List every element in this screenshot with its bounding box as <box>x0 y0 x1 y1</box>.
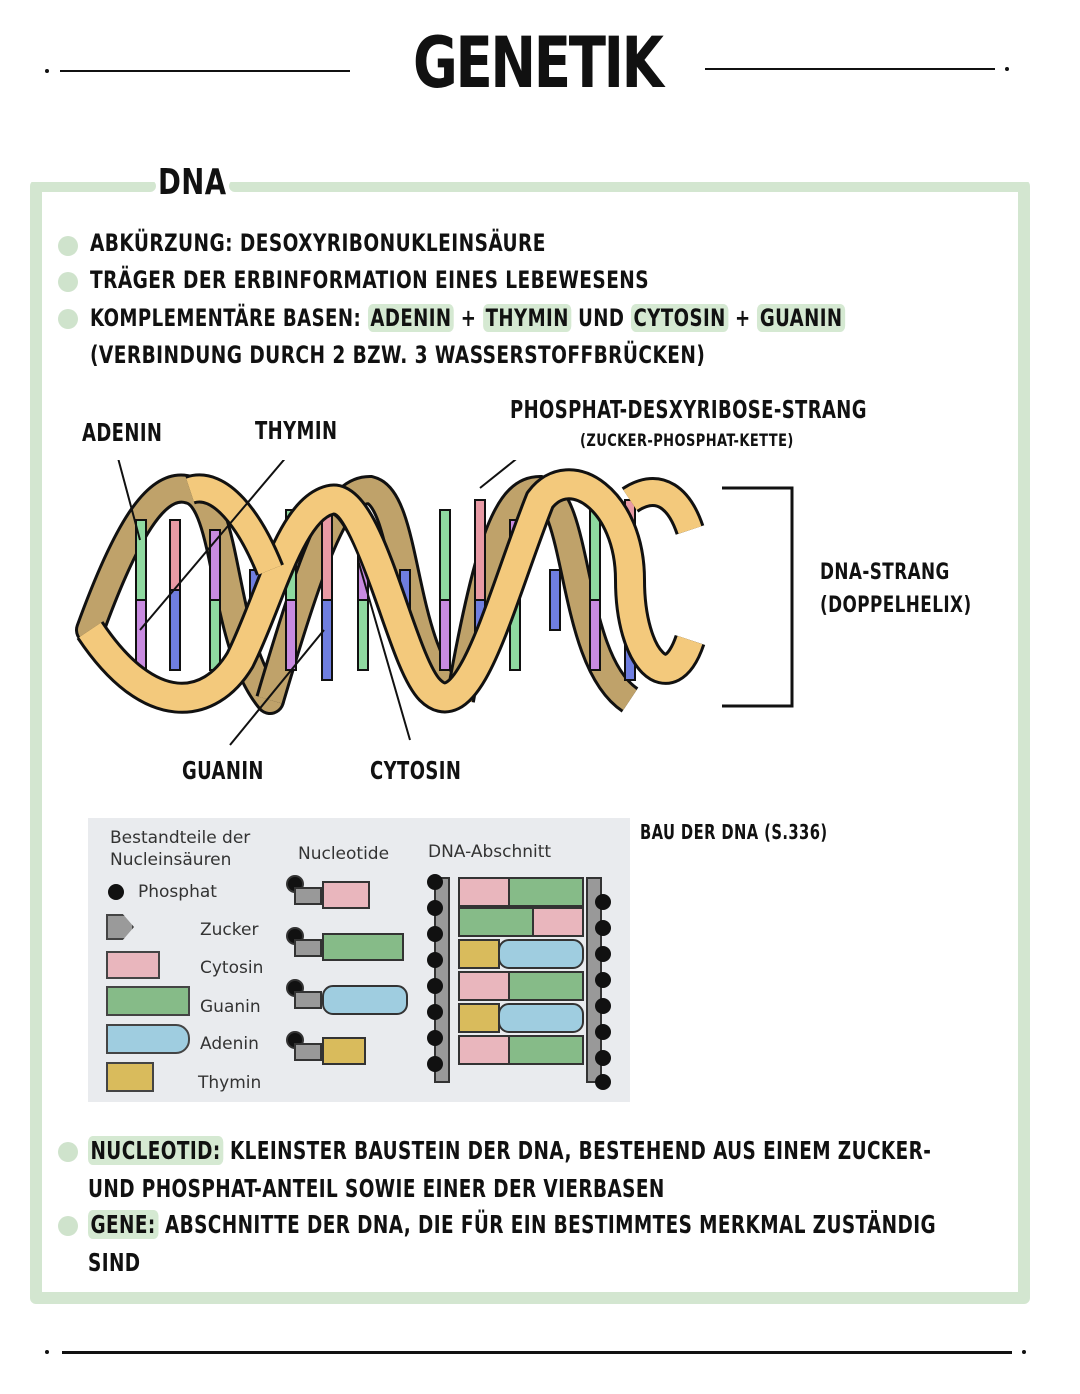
nucleotid-def-2: UND PHOSPHAT-ANTEIL SOWIE EINER DER VIERBASEN <box>88 1174 665 1203</box>
footer-rule <box>62 1351 1012 1354</box>
legend-cytosin: Cytosin <box>200 958 264 978</box>
page-title: GENETIK <box>413 22 662 104</box>
bullet-marker <box>58 1216 78 1236</box>
figure-col2-title: Nucleotide <box>298 844 390 864</box>
bullet-basen <box>90 304 845 332</box>
legend-adenin-swatch <box>106 1024 190 1054</box>
gene-def-2: SIND <box>88 1248 141 1277</box>
footer-dot-right <box>1022 1350 1026 1354</box>
legend-adenin: Adenin <box>200 1034 259 1054</box>
figure-col1-title-2: Nucleinsäuren <box>110 850 232 870</box>
legend-phosphat-swatch <box>108 884 124 900</box>
und-word: UND <box>578 304 625 332</box>
bullet-nucleotid <box>88 1136 931 1165</box>
textbook-figure <box>88 818 630 1102</box>
legend-thymin-swatch <box>106 1062 154 1092</box>
bullet-abkuerzung: ABKÜRZUNG: DESOXYRIBONUKLEINSÄURE <box>90 229 546 257</box>
base-cytosin: CYTOSIN <box>631 304 728 332</box>
figure-caption: BAU DER DNA (S.336) <box>640 820 828 844</box>
footer-dot-left <box>45 1350 49 1354</box>
label-doppelhelix: (DOPPELHELIX) <box>820 593 972 618</box>
gene-def-1: ABSCHNITTE DER DNA, DIE FÜR EIN BESTIMMTES MERKMAL ZUSTÄNDIG <box>164 1210 937 1239</box>
title-rule-left <box>60 70 350 72</box>
term-nucleotid: NUCLEOTID: <box>88 1136 223 1165</box>
bullet-marker <box>58 236 78 256</box>
legend-zucker-swatch <box>106 914 134 940</box>
plus-sign: + <box>734 304 751 332</box>
figure-col1-title: Bestandteile der <box>110 828 251 848</box>
plus-sign: + <box>460 304 477 332</box>
legend-thymin: Thymin <box>198 1073 262 1093</box>
title-rule-right <box>705 68 995 70</box>
label-guanin: GUANIN <box>182 756 264 785</box>
label-adenin: ADENIN <box>82 418 163 447</box>
bullet-marker <box>58 309 78 329</box>
legend-zucker: Zucker <box>200 920 259 940</box>
bullet-marker <box>58 1142 78 1162</box>
basen-prefix: KOMPLEMENTÄRE BASEN: <box>90 304 362 332</box>
section-heading: DNA <box>158 162 227 203</box>
dna-helix-illustration <box>70 460 810 760</box>
bullet-traeger: TRÄGER DER ERBINFORMATION EINES LEBEWESENS <box>90 266 650 294</box>
base-thymin: THYMIN <box>483 304 571 332</box>
rule-dot-left <box>45 69 49 73</box>
legend-guanin: Guanin <box>200 997 261 1017</box>
legend-guanin-swatch <box>106 986 190 1016</box>
label-dna-strang: DNA-STRANG <box>820 560 950 585</box>
bullet-gene <box>88 1210 936 1239</box>
nucleotid-def-1: KLEINSTER BAUSTEIN DER DNA, BESTEHEND AUS EINEM ZUCKER- <box>229 1136 932 1165</box>
term-gene: GENE: <box>88 1210 158 1239</box>
bullet-marker <box>58 272 78 292</box>
bullet-basen-continuation: (VERBINDUNG DURCH 2 BZW. 3 WASSERSTOFFBRÜCKEN) <box>90 341 706 369</box>
legend-cytosin-swatch <box>106 951 160 979</box>
label-strand-sub: (ZUCKER-PHOSPHAT-KETTE) <box>580 431 794 451</box>
base-adenin: ADENIN <box>368 304 454 332</box>
label-strand: PHOSPHAT-DESXYRIBOSE-STRANG <box>510 395 867 424</box>
base-guanin: GUANIN <box>757 304 845 332</box>
figure-col3-title: DNA-Abschnitt <box>428 842 552 862</box>
label-cytosin: CYTOSIN <box>370 756 462 785</box>
legend-phosphat: Phosphat <box>138 882 217 902</box>
nucleotide-illustrations <box>283 872 623 1092</box>
label-thymin: THYMIN <box>255 416 338 445</box>
rule-dot-right <box>1005 67 1009 71</box>
